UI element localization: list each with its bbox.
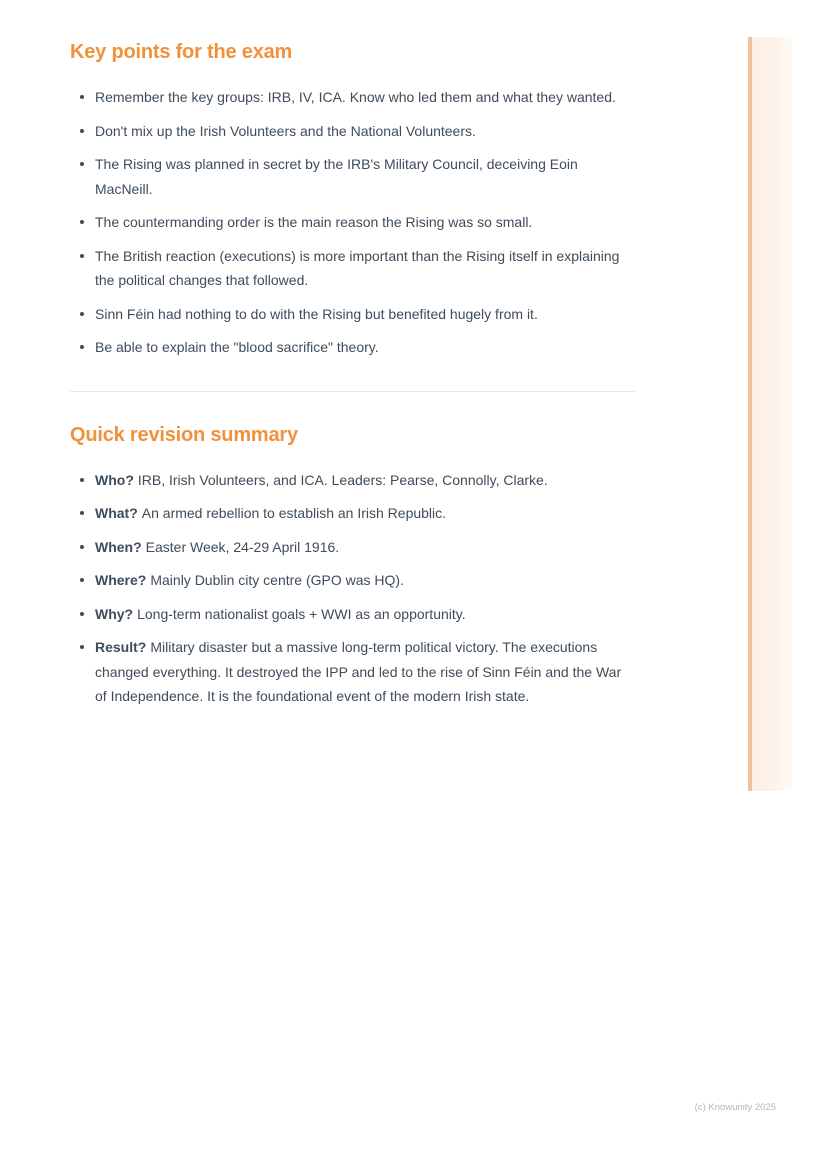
list-item — [70, 568, 630, 593]
bullet-dot — [80, 645, 84, 649]
list-item-text: Military disaster but a massive long-term political victory. The executions changed everything. It destroyed the IPP and led to the rise of Sinn Féin and the War of Independence. It is the foundational event of the modern Irish state. — [95, 639, 622, 704]
bullet-dot — [80, 478, 84, 482]
list-item-text: The British reaction (executions) is more important than the Rising itself in explaining the political changes that followed. — [95, 247, 620, 288]
bullet-dot — [80, 312, 84, 316]
document-content — [70, 40, 635, 718]
page-edge-accent-bar — [748, 37, 792, 791]
list-item-lead: When? — [95, 538, 142, 555]
list-item — [70, 602, 630, 627]
list-item — [70, 244, 630, 293]
section-title-key-points: Key points for the exam — [70, 41, 293, 63]
list-item-text: Long-term nationalist goals + WWI as an opportunity. — [137, 605, 466, 622]
list-item — [70, 119, 630, 144]
list-item-text: Remember the key groups: IRB, IV, ICA. Know who led them and what they wanted. — [95, 89, 616, 105]
list-item — [70, 85, 630, 110]
bullet-dot — [80, 612, 84, 616]
list-item-lead: Result? — [95, 639, 147, 655]
bullet-dot — [80, 545, 84, 549]
list-item — [70, 501, 630, 526]
bullet-dot — [80, 254, 84, 258]
section-divider — [70, 391, 635, 392]
list-item — [70, 468, 630, 493]
list-item-text: Mainly Dublin city centre (GPO was HQ). — [150, 572, 404, 588]
list-item-lead: Where? — [95, 572, 147, 588]
bullet-dot — [80, 162, 84, 166]
list-item — [70, 152, 630, 201]
copyright-footer: (c) Knowunity 2025 — [694, 1102, 776, 1113]
list-item — [70, 635, 630, 709]
list-item-text: The Rising was planned in secret by the IRB's Military Council, deceiving Eoin MacNeill. — [95, 156, 578, 197]
bullet-dot — [80, 345, 84, 349]
bullet-dot — [80, 129, 84, 133]
revision-summary-list — [70, 468, 635, 709]
bullet-dot — [80, 95, 84, 99]
list-item-text: An armed rebellion to establish an Irish Republic. — [141, 505, 447, 521]
bullet-dot — [80, 511, 84, 515]
section-revision-summary — [70, 423, 635, 709]
key-points-list — [70, 85, 635, 360]
section-key-points — [70, 40, 635, 360]
list-item — [70, 535, 630, 560]
list-item-text: IRB, Irish Volunteers, and ICA. Leaders: Pearse, Connolly, Clarke. — [137, 471, 548, 488]
bullet-dot — [80, 578, 84, 582]
list-item-text: The countermanding order is the main reason the Rising was so small. — [95, 214, 533, 230]
list-item-lead: What? — [95, 505, 138, 521]
section-title-revision-summary: Quick revision summary — [70, 423, 298, 446]
list-item-text: Easter Week, 24-29 April 1916. — [145, 538, 340, 555]
list-item-text: Don't mix up the Irish Volunteers and the National Volunteers. — [95, 122, 476, 139]
bullet-dot — [80, 220, 84, 224]
list-item — [70, 302, 630, 327]
list-item — [70, 210, 630, 235]
list-item-text: Be able to explain the "blood sacrifice" theory. — [95, 339, 379, 355]
list-item-lead: Why? — [95, 605, 134, 622]
list-item-lead: Who? — [95, 471, 134, 488]
list-item-text: Sinn Féin had nothing to do with the Rising but benefited hugely from it. — [95, 305, 538, 322]
list-item — [70, 335, 630, 360]
